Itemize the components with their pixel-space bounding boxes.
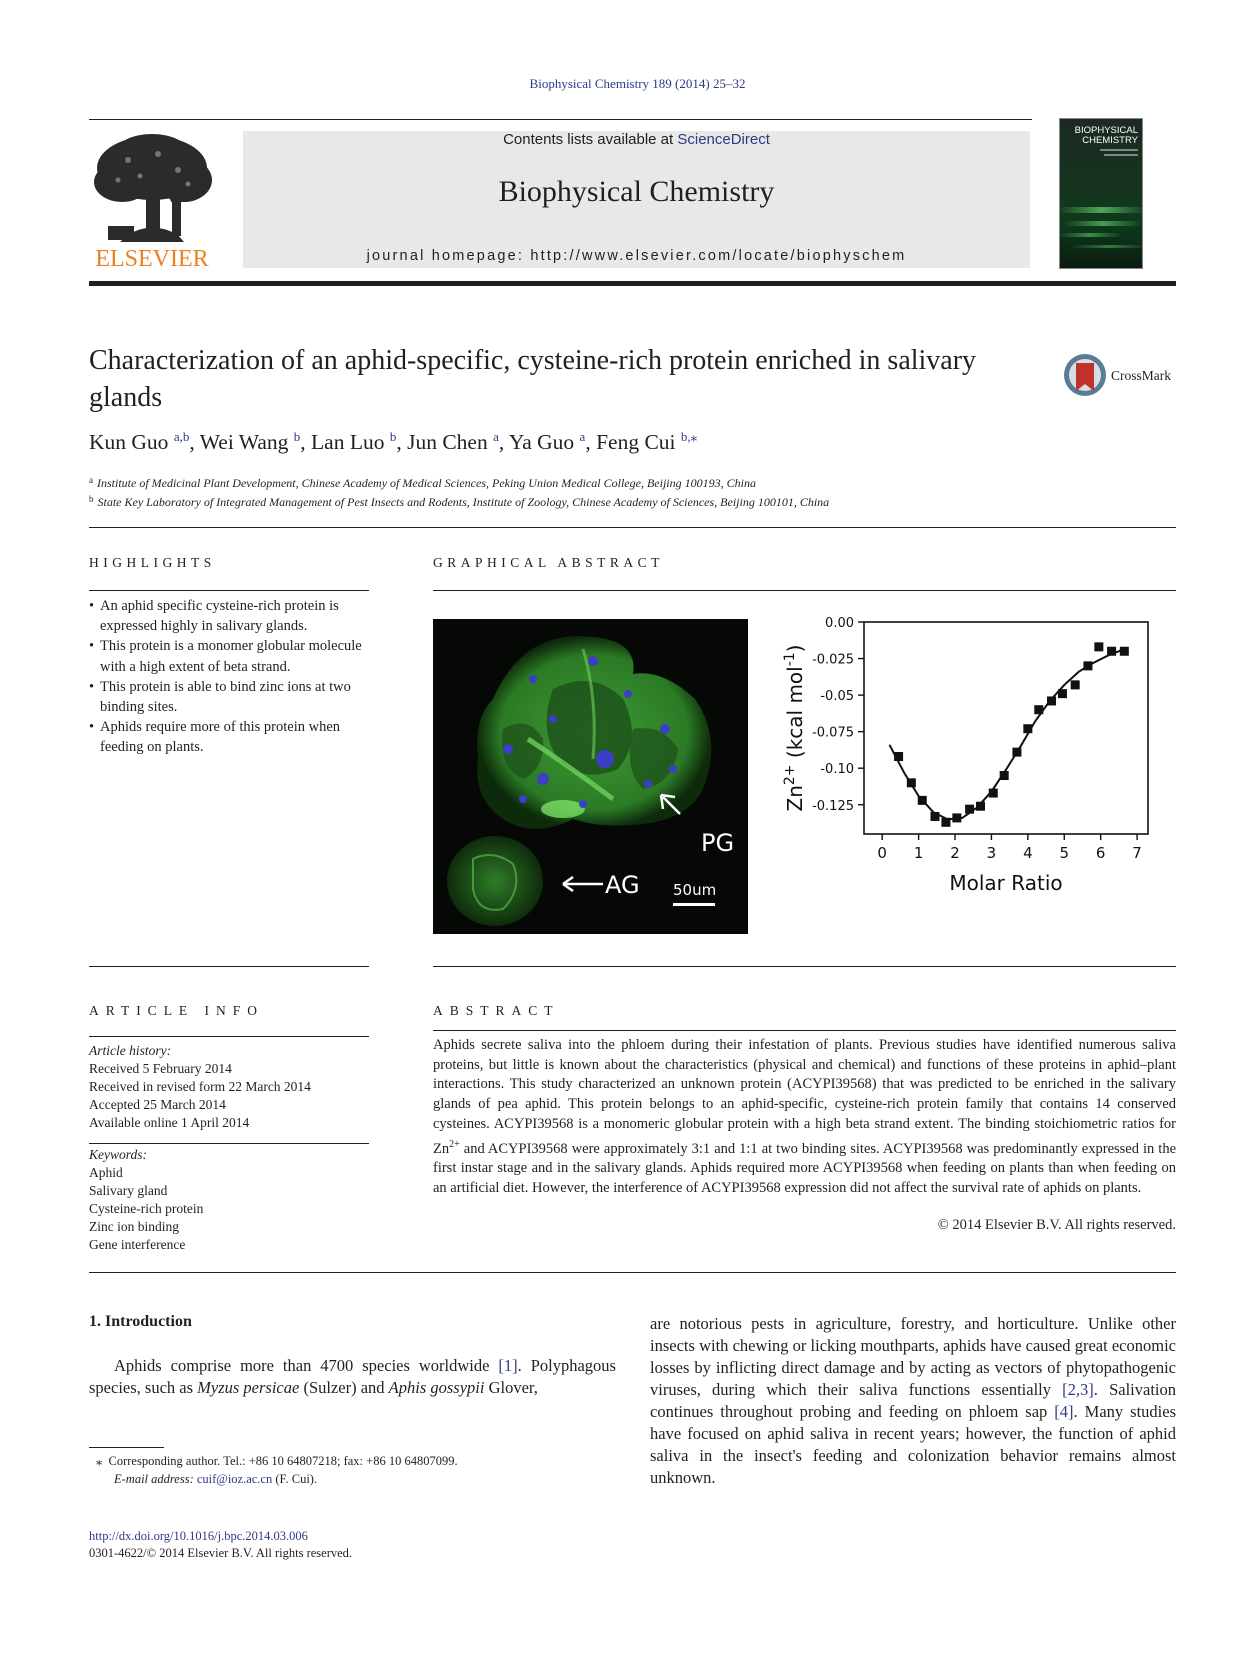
author-5-affil[interactable]: a [579, 429, 586, 444]
keyword: Gene interference [89, 1237, 186, 1252]
highlight-item: • This protein is a monomer globular molecule with a high extent of beta strand. [89, 636, 369, 676]
article-history [89, 1042, 369, 1132]
ag-label: AG [605, 871, 640, 899]
contents-prefix: Contents lists available at [503, 131, 678, 148]
email-link[interactable]: cuif@ioz.ac.cn [196, 1472, 273, 1486]
cover-title-line1: BIOPHYSICAL [1074, 125, 1138, 136]
reference-link[interactable]: [1] [498, 1356, 518, 1375]
chart-x-tick-label: 6 [1095, 844, 1106, 862]
author-1: Kun Guo $^{a,b}$, [89, 429, 200, 454]
chart-x-tick-label: 7 [1132, 844, 1142, 862]
keywords-rule [89, 1143, 369, 1144]
affiliation-a: $^a$ Institute of Medicinal Plant Development, Chinese Academy of Medical Sciences, Peking Union Medical College, Beijing 100193, China [89, 475, 756, 490]
chart-data-point [907, 778, 916, 787]
chart-data-point [1120, 647, 1129, 656]
chart-fit-line [890, 650, 1123, 820]
chart-data-point [1047, 696, 1056, 705]
chart-data-point [965, 805, 974, 814]
chart-data-point [941, 818, 950, 827]
chart-data-point [1034, 705, 1043, 714]
intro-paragraph-right: are notorious pests in agriculture, forestry, and horticulture. Unlike other insects with chewing or licking mouthparts, aphids have caused great economic losses by inflicting direct damage and by acting as vectors of phytopathogenic viruses, during which their saliva functions essentially [2,3]. Salivation continues throughout probing and feeding on phloem sap [4]. Many studies have focused on aphid saliva in recent years; however, the function of aphid saliva in the insect's feeding and colonization behavior remains almost unknown. [650, 1314, 1176, 1487]
reference-link[interactable]: [4] [1054, 1402, 1074, 1421]
chart-data-point [976, 802, 985, 811]
author-6: Feng Cui $^{b,⁎}$ [596, 429, 698, 454]
chart-y-tick-label: -0.125 [812, 798, 854, 814]
author-1-affil[interactable]: a,b [173, 429, 190, 444]
history-online: Available online 1 April 2014 [89, 1115, 250, 1130]
issn-copyright: 0301-4622/© 2014 Elsevier B.V. All rights reserved. [89, 1546, 353, 1560]
author-5: Ya Guo $^a$, [508, 429, 597, 454]
itc-binding-chart [782, 616, 1182, 942]
chart-data-point [894, 752, 903, 761]
header-thick-rule [89, 281, 1176, 286]
section-heading-introduction: 1. Introduction [89, 1313, 192, 1330]
chart-data-point [918, 796, 927, 805]
chart-data-point [1012, 748, 1021, 757]
sciencedirect-link[interactable]: ScienceDirect [677, 131, 770, 148]
footnote-rule [89, 1447, 164, 1448]
abstract-copyright: © 2014 Elsevier B.V. All rights reserved. [937, 1217, 1176, 1233]
history-accepted: Accepted 25 March 2014 [89, 1097, 226, 1112]
author-6-affil[interactable]: b,⁎ [680, 429, 698, 444]
highlight-item: • Aphids require more of this protein when feeding on plants. [89, 717, 369, 757]
reference-link[interactable]: [2,3] [1062, 1380, 1094, 1399]
author-2: Wei Wang $^b$, [199, 429, 312, 454]
header-top-rule [89, 119, 1032, 120]
keyword: Salivary gland [89, 1183, 168, 1198]
chart-x-tick-label: 4 [1023, 844, 1033, 862]
elsevier-tree-icon [88, 130, 216, 272]
author-4-affil[interactable]: a [493, 429, 499, 444]
keyword: Zinc ion binding [89, 1219, 179, 1234]
chart-data-point [1023, 724, 1032, 733]
abstract-label: ABSTRACT [433, 1003, 560, 1018]
contents-line [243, 131, 1030, 148]
journal-title: Biophysical Chemistry [498, 175, 775, 208]
keyword: Aphid [89, 1165, 123, 1180]
abstract-bottom-rule [89, 1272, 1176, 1273]
highlights-label: HIGHLIGHTS [89, 555, 216, 570]
affiliation-rule [89, 527, 1176, 528]
chart-data-point [1083, 661, 1092, 670]
author-3-affil[interactable]: b [389, 429, 397, 444]
author-4: Jun Chen $^a$, [407, 429, 509, 454]
chart-y-tick-label: 0.00 [825, 616, 854, 631]
chart-x-tick-label: 0 [877, 844, 887, 862]
highlights-list [89, 596, 369, 758]
journal-reference-link[interactable]: Biophysical Chemistry 189 (2014) 25–32 [529, 76, 746, 91]
elsevier-wordmark: ELSEVIER [95, 246, 209, 272]
keyword: Cysteine-rich protein [89, 1201, 204, 1216]
history-revised: Received in revised form 22 March 2014 [89, 1079, 311, 1094]
graphical-abstract-label: GRAPHICAL ABSTRACT [433, 555, 664, 570]
article-info-rule [89, 1036, 369, 1037]
abstract-text: Aphids secrete saliva into the phloem during their infestation of plants. Previous studies have identified numerous saliva proteins, but little is known about the characteristics (physical and chemical) and functions of these proteins in aphid–plant interactions. This study characterized an unknown protein (ACYPI39568) that was predicted to be enriched in the salivary glands of pea aphid. This protein belongs to an aphid-specific, cysteine-rich protein family that contains 14 conserved cysteines. ACYPI39568 is a monomeric globular protein with a high beta strand extent. The binding stoichiometric ratios for $Zn^{2+}$ and ACYPI39568 were approximately 3:1 and 1:1 at two binding sites. ACYPI39568 was predominantly expressed in the first instar stage and in the salivary glands. Aphids required more ACYPI39568 when feeding on plants than when feeding on an artificial diet. However, the interference of ACYPI39568 expression did not affect the survival rate of aphids on plants. [433, 1037, 1176, 1196]
cover-title-line2: CHEMISTRY [1082, 135, 1138, 146]
chart-y-axis-label: $Zn^{2+}$ (kcal mol$^{-1}$) [782, 644, 807, 812]
article-history-label: Article history: [89, 1043, 172, 1058]
chart-data-point [1071, 680, 1080, 689]
chart-y-tick-label: -0.075 [812, 725, 854, 741]
doi-link[interactable]: http://dx.doi.org/10.1016/j.bpc.2014.03.006 [89, 1529, 308, 1543]
affiliation-b: $^b$ State Key Laboratory of Integrated Management of Pest Insects and Rodents, Institute of Zoology, Chinese Academy of Sciences, Beijing 100101, China [89, 494, 830, 509]
chart-x-tick-label: 1 [913, 844, 924, 862]
author-list [89, 429, 1089, 455]
history-received: Received 5 February 2014 [89, 1061, 232, 1076]
highlights-rule [89, 590, 369, 591]
scale-bar [673, 903, 715, 906]
highlight-item: • This protein is able to bind zinc ions at two binding sites. [89, 677, 369, 717]
article-info-label: ARTICLE INFO [89, 1003, 265, 1018]
pg-label: PG [701, 829, 735, 857]
abstract-rule [433, 1030, 1176, 1031]
salivary-gland-micrograph [433, 619, 748, 934]
crossmark-label: CrossMark [1111, 368, 1171, 383]
graphical-abstract-bottom-rule [433, 966, 1176, 967]
chart-y-tick-label: -0.05 [820, 689, 854, 705]
chart-x-tick-label: 2 [950, 844, 960, 862]
chart-x-tick-label: 5 [1059, 844, 1070, 862]
chart-data-point [1107, 647, 1116, 656]
intro-paragraph-left: Aphids comprise more than 4700 species worldwide [1]. Polyphagous species, such as Myzus persicae (Sulzer) and Aphis gossypii Glover, [89, 1356, 616, 1397]
corresponding-author-footnote: ⁎ Corresponding author. Tel.: +86 10 64807218; fax: +86 10 64807099. E-mail address: cuif@ioz.ac.cn (F. Cui). [96, 1454, 458, 1486]
chart-data-point [1058, 689, 1067, 698]
chart-y-tick-label: -0.10 [820, 762, 854, 778]
graphical-abstract-rule [433, 590, 1176, 591]
elsevier-logo [88, 130, 216, 272]
chart-data-point [989, 789, 998, 798]
journal-header-box [243, 131, 1030, 268]
chart-x-tick-label: 3 [986, 844, 997, 862]
chart-data-point [1000, 771, 1009, 780]
chart-data-point [931, 812, 940, 821]
chart-data-point [1094, 642, 1103, 651]
keywords-list [89, 1146, 369, 1254]
highlight-item: • An aphid specific cysteine-rich protein is expressed highly in salivary glands. [89, 596, 369, 636]
crossmark-badge[interactable] [1063, 351, 1183, 399]
journal-homepage[interactable]: journal homepage: http://www.elsevier.com/locate/biophyschem [366, 248, 907, 264]
footer-doi [89, 1528, 352, 1562]
chart-frame [864, 622, 1148, 834]
highlights-bottom-rule [89, 966, 369, 967]
keywords-label: Keywords: [89, 1147, 147, 1162]
chart-x-axis-label: Molar Ratio [949, 871, 1063, 895]
scale-bar-label: 50um [673, 881, 717, 899]
chart-y-tick-label: -0.025 [812, 652, 854, 668]
journal-cover-thumbnail [1059, 118, 1143, 269]
article-title: Characterization of an aphid-specific, cysteine-rich protein enriched in salivary glands [89, 345, 977, 413]
author-3: Lan Luo $^b$, [311, 429, 408, 454]
chart-data-point [952, 813, 961, 822]
author-2-affil[interactable]: b [293, 429, 301, 444]
